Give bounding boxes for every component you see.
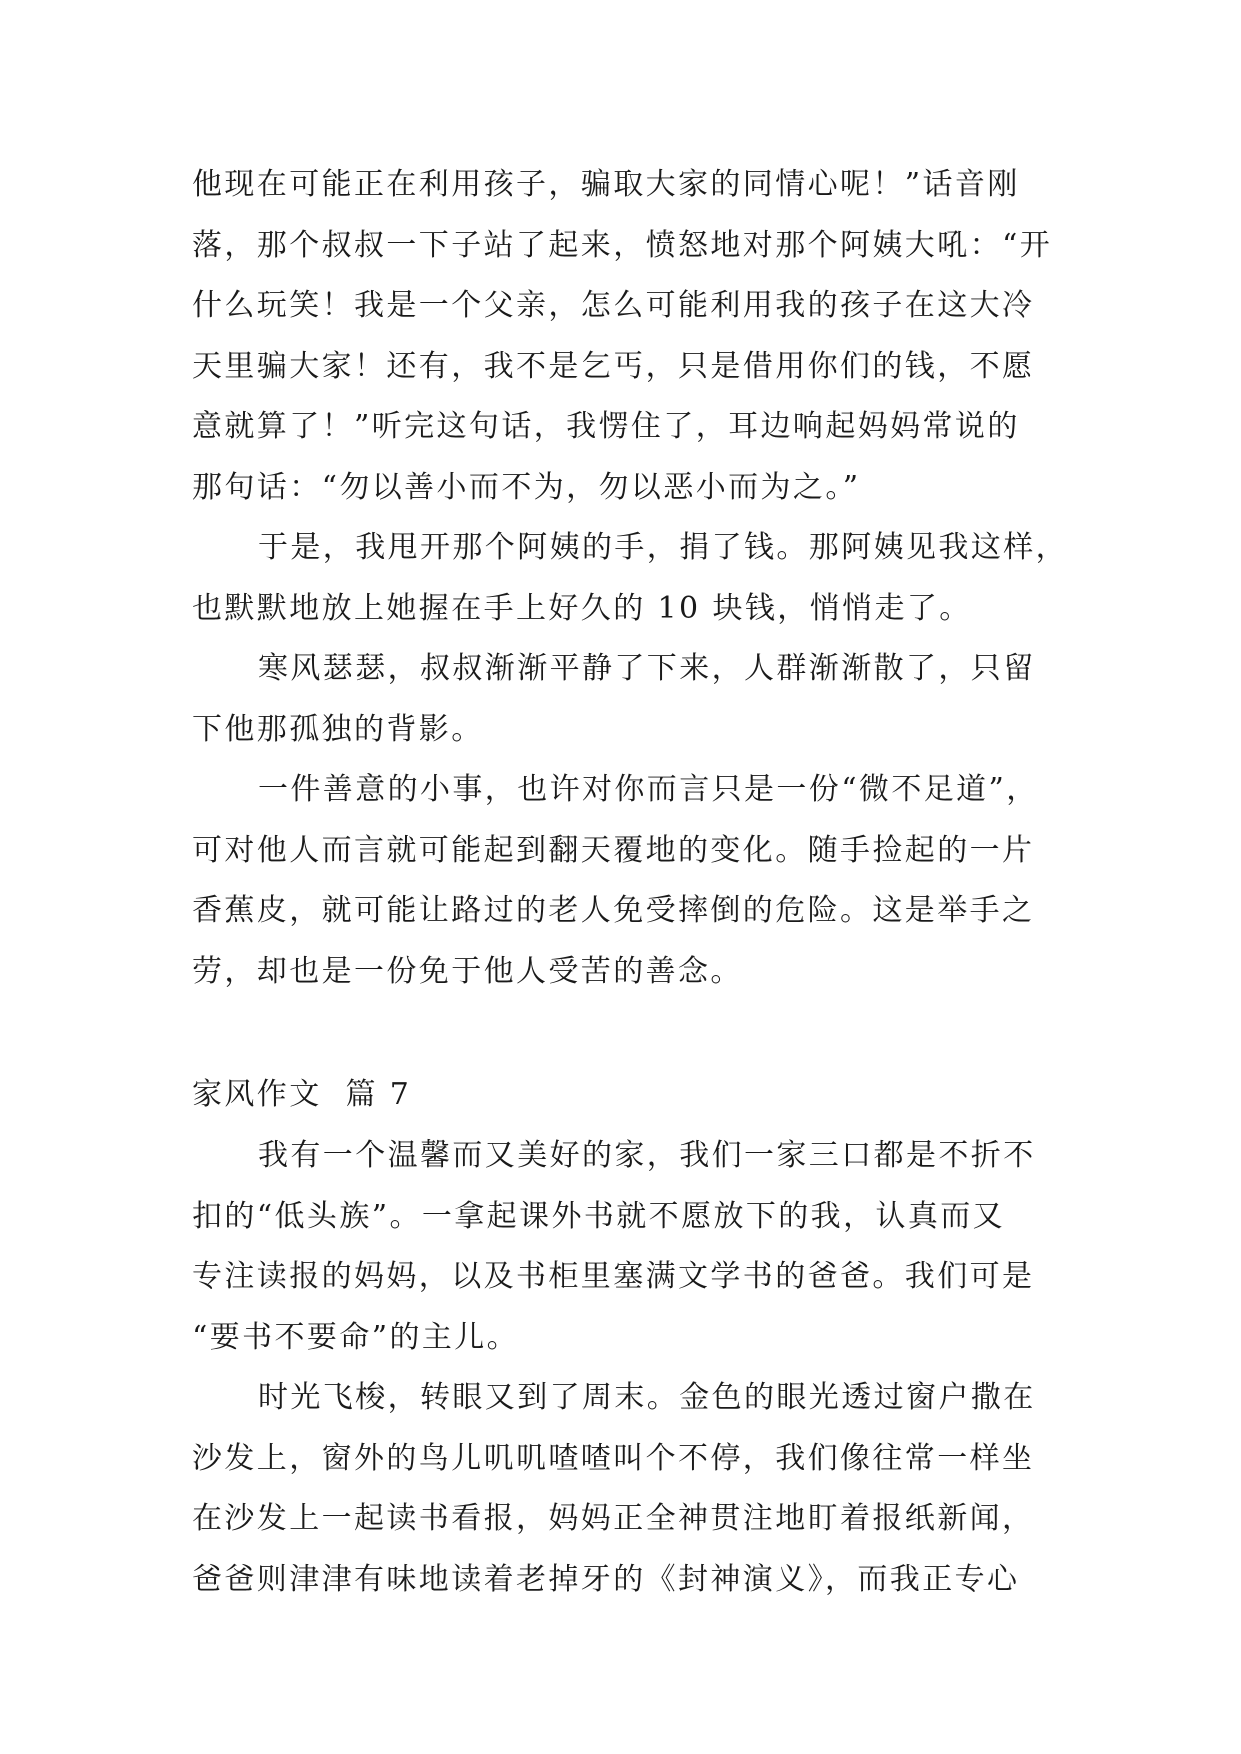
text-line: 扣的“低头族”。一拿起课外书就不愿放下的我，认真而又 — [192, 1198, 1006, 1234]
text-line: 爸爸则津津有味地读着老掉牙的《封神演义》，而我正专心 — [192, 1561, 1020, 1597]
paragraph — [192, 1126, 1052, 1368]
paragraph — [192, 155, 1052, 518]
text-line: 落，那个叔叔一下子站了起来，愤怒地对那个阿姨大吼：“开 — [192, 227, 1053, 263]
paragraph — [192, 1368, 1052, 1610]
section-spacer — [192, 1002, 1052, 1064]
paragraph — [192, 639, 1052, 760]
section-title: 家风作文 篇 7 — [192, 1077, 412, 1112]
paragraph — [192, 518, 1068, 639]
text-line: 寒风瑟瑟，叔叔渐渐平静了下来，人群渐渐散了，只留 — [258, 651, 1036, 686]
text-line: 什么玩笑！我是一个父亲，怎么可能利用我的孩子在这大冷 — [192, 288, 1035, 323]
text-line: 沙发上，窗外的鸟儿叽叽喳喳叫个不停，我们像往常一样坐 — [192, 1440, 1035, 1476]
text-line: “要书不要命”的主儿。 — [192, 1319, 520, 1355]
section-2 — [192, 1064, 1052, 1610]
text-line: 他现在可能正在利用孩子，骗取大家的同情心呢！”话音刚 — [192, 167, 1020, 202]
text-line: 也默默地放上她握在手上好久的 10 块钱，悄悄走了。 — [192, 590, 972, 626]
text-line: 意就算了！”听完这句话，我愣住了，耳边响起妈妈常说的 — [192, 409, 1020, 444]
text-line: 可对他人而言就可能起到翻天覆地的变化。随手捡起的一片 — [192, 832, 1035, 868]
text-line: 专注读报的妈妈，以及书柜里塞满文学书的爸爸。我们可是 — [192, 1259, 1035, 1294]
document-page — [192, 155, 1068, 1610]
text-line: 香蕉皮，就可能让路过的老人免受摔倒的危险。这是举手之 — [192, 893, 1035, 928]
text-line: 下他那孤独的背影。 — [192, 711, 484, 747]
text-line: 劳，却也是一份免于他人受苦的善念。 — [192, 953, 743, 989]
section-1 — [192, 155, 1068, 1002]
text-line: 一件善意的小事，也许对你而言只是一份“微不足道”， — [258, 772, 1039, 807]
text-line: 天里骗大家！还有，我不是乞丐，只是借用你们的钱，不愿 — [192, 348, 1035, 384]
paragraph — [192, 760, 1052, 1002]
text-line: 时光飞梭，转眼又到了周末。金色的眼光透过窗户撒在 — [258, 1380, 1036, 1415]
text-line: 在沙发上一起读书看报，妈妈正全神贯注地盯着报纸新闻， — [192, 1501, 1035, 1536]
text-line: 于是，我甩开那个阿姨的手，捐了钱。那阿姨见我这样， — [258, 530, 1068, 565]
text-line: 我有一个温馨而又美好的家，我们一家三口都是不折不 — [258, 1138, 1036, 1173]
text-line: 那句话：“勿以善小而不为，勿以恶小而为之。” — [192, 469, 861, 505]
